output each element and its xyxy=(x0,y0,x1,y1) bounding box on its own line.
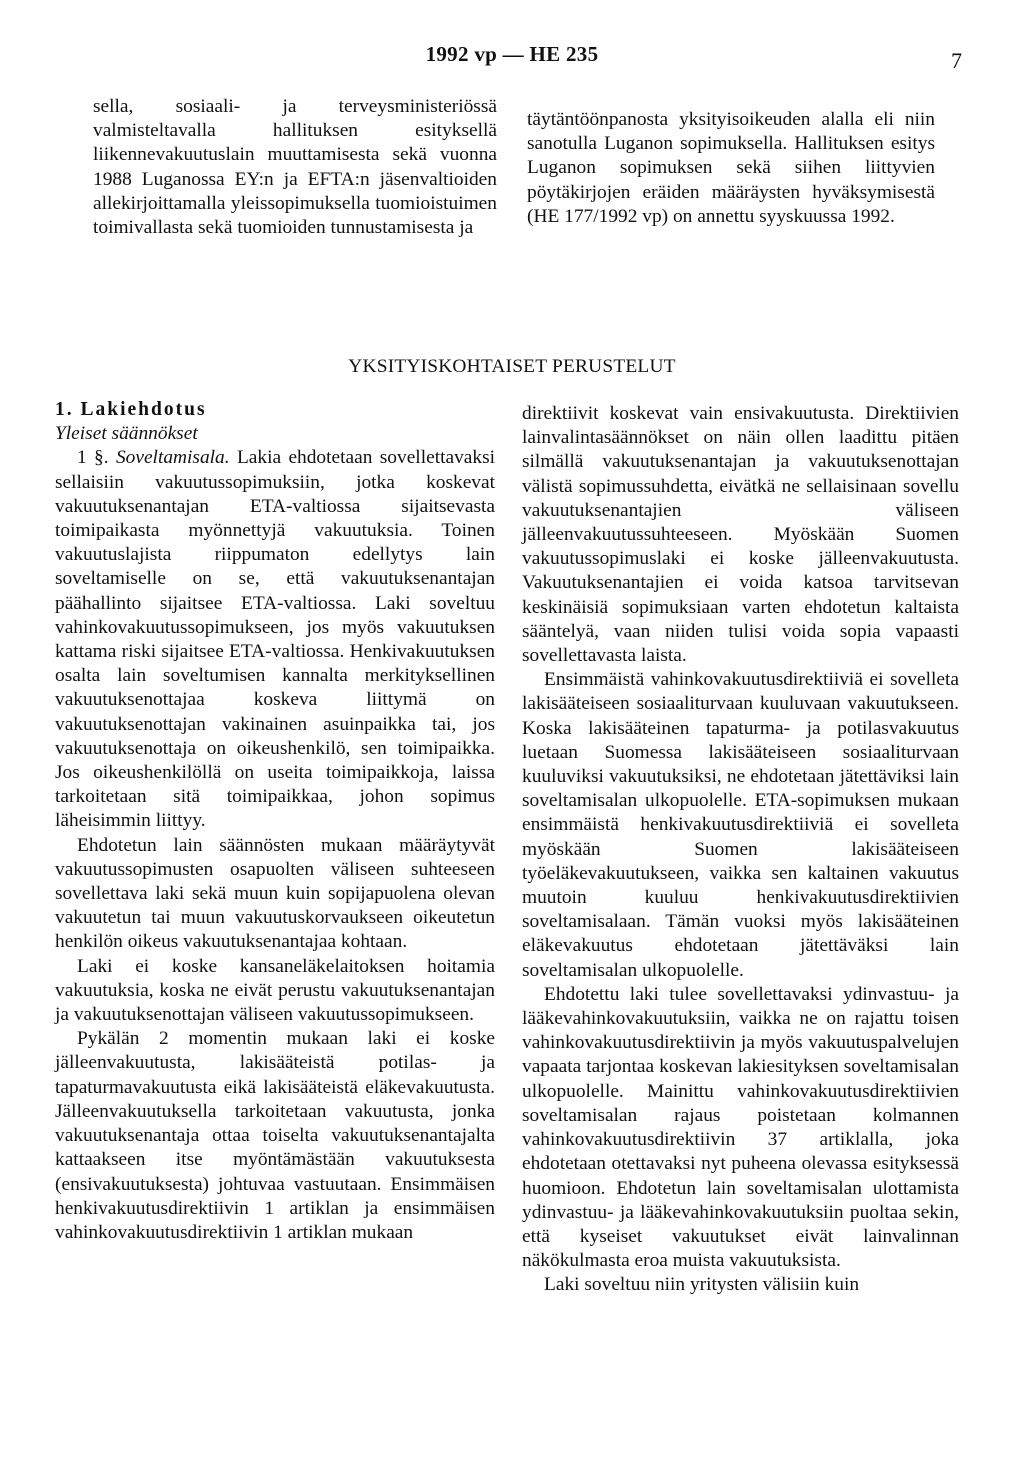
section-mark: 1 §. xyxy=(77,447,109,469)
intro-right-paragraph: täytäntöönpanosta yksityisoikeuden alalla eli niin sanotulla Luganon sopimuksella. Hallituksen esitys Luganon sopimuksen sekä siihen liittyvien pöytäkirjojen eräiden määräysten hyväksymisestä (HE 177/1992 vp) on annettu syyskuussa 1992. xyxy=(527,109,935,227)
right-paragraph: Ehdotettu laki tulee sovellettavaksi ydinvastuu- ja lääkevahinkovakuutuksiin, vaikka ne on rajattu toisen vahinkovakuutusdirektiivin ja myös vakuutuspalvelujen vapaata tarjontaa koskevan lakiesityksen soveltamisalan ulkopuolelle. Mainittu vahinkovakuutusdirektiivien soveltamisalan rajaus poistetaan kolmannen vahinkovakuutusdirektiivin 37 artiklalla, joka ehdotetaan otettavaksi nyt puheena olevassa esityksessä huomioon. Ehdotetun lain soveltamisalan ulottamista ydinvastuu- ja lääkevahinkovakuutuksiin puoltaa sekin, että kyseiset vakuutukset eivät lainvalinnan näkökulmasta eroa muista vakuutuksista. xyxy=(522,983,959,1272)
right-column xyxy=(522,402,959,1298)
section-1-text: Lakia ehdotetaan sovellettavaksi sellaisiin vakuutussopimuksiin, jotka koskevat vakuutuksenantajan ETA-valtiossa sijaitsevasta toimipaikasta myönnettyjä vakuutuksia. Toinen vakuutuslajista riippumaton edellytys lain soveltamiselle on se, että vakuutuksenantajan päähallinto sijaitsee ETA-valtiossa. Laki soveltuu vahinkovakuutussopimukseen, jos myös vakuutuksen kattama riski sijaitsee ETA-valtiossa. Henkivakuutuksen osalta lain soveltumisen kannalta merkityksellinen vakuutuksenottajaa koskeva liittymä on vakuutuksenottajan vakinainen asuinpaikka tai, jos vakuutuksenottaja on oikeushenkilö, sen toimipaikka. Jos oikeushenkilöllä on useita toimipaikkoja, laissa tarkoitetaan sitä toimipaikkaa, johon sopimus läheisimmin liittyy. xyxy=(55,447,496,832)
page-number: 7 xyxy=(951,48,962,73)
left-paragraph: Laki ei koske kansaneläkelaitoksen hoitamia vakuutuksia, koska ne eivät perustu vakuutuksenantajan ja vakuutuksenottajan väliseen vakuutussopimukseen. xyxy=(55,955,495,1026)
intro-left-column xyxy=(93,95,497,240)
section-1-paragraph xyxy=(55,446,495,833)
intro-left-paragraph: sella, sosiaali- ja terveysministeriössä valmisteltavalla hallituksen esityksellä liikennevakuutuslain muuttamisesta sekä vuonna 1988 Luganossa EY:n ja EFTA:n jäsenvaltioiden allekirjoittamalla yleissopimuksella tuomioistuimen toimivallasta sekä tuomioiden tunnustamisesta ja xyxy=(93,96,497,239)
intro-right-column xyxy=(527,108,935,229)
header-title: 1992 vp — HE 235 xyxy=(425,42,599,66)
sub-heading: Yleiset säännökset xyxy=(55,423,198,445)
right-paragraph: Ensimmäistä vahinkovakuutusdirektiiviä ei sovelleta lakisääteiseen sosiaaliturvaan kuuluvaan vakuutukseen. Koska lakisääteinen tapaturma- ja potilasvakuutus luetaan Suomessa lakisääteiseen sosiaaliturvaan kuuluviksi vakuutuksiksi, ne ehdotetaan jätettäviksi lain soveltamisalan ulkopuolelle. ETA-sopimuksen mukaan ensimmäistä henkivakuutusdirektiiviä ei sovelleta myöskään Suomen lakisääteiseen työeläkevakuutukseen, vaikka sen kaltainen vakuutus muutoin kuuluu henkivakuutusdirektiivien soveltamisalaan. Tämän vuoksi myös lakisääteinen eläkevakuutus ehdotetaan jätettäväksi lain soveltamisalan ulkopuolelle. xyxy=(522,669,959,981)
left-paragraph: Ehdotetun lain säännösten mukaan määräytyvät vakuutussopimusten osapuolten väliseen suhteeseen sovellettava laki sekä muun kuin sopijapuolena olevan vakuutetun tai muun vakuutuskorvaukseen oikeutetun henkilön oikeus vakuutuksenantajaa kohtaan. xyxy=(55,834,495,953)
right-paragraph: Laki soveltuu niin yritysten välisiin kuin xyxy=(544,1274,860,1296)
section-title: YKSITYISKOHTAISET PERUSTELUT xyxy=(348,356,676,377)
law-heading: 1. Lakiehdotus xyxy=(55,399,207,420)
right-paragraph: direktiivit koskevat vain ensivakuutusta. Direktiivien lainvalintasäännökset on näin ollen laadittu pitäen silmällä vakuutuksenantajan ja vakuutuksenottajan välistä sopimussuhdetta, eivätkä ne sellaisinaan sovellu vakuutuksenantajien väliseen jälleenvakuutussuhteeseen. Myöskään Suomen vakuutussopimuslaki ei koske jälleenvakuutusta. Vakuutuksenantajien ei voida katsoa tarvitsevan keskinäisiä sopimuksiaan varten ehdotetun kaltaista sääntelyä, vaan niiden tulisi voida sopia vapaasti sovellettavasta laista. xyxy=(522,403,959,667)
left-column xyxy=(55,398,495,1245)
section-name: Soveltamisala. xyxy=(115,447,230,469)
left-paragraph: Pykälän 2 momentin mukaan laki ei koske jälleenvakuutusta, lakisääteistä potilas- ja tapaturmavakuutusta eikä lakisääteistä eläkevakuutusta. Jälleenvakuutuksella tarkoitetaan vakuutusta, jonka vakuutuksenantaja ottaa toiselta vakuutuksenantajalta kattaakseen itse myöntämästään vakuutuksesta (ensivakuutuksesta) johtuvaa vastuutaan. Ensimmäisen henkivakuutusdirektiivin 1 artiklan ja ensimmäisen vahinkovakuutusdirektiivin 1 artiklan mukaan xyxy=(55,1028,495,1243)
page-header xyxy=(0,42,1024,72)
